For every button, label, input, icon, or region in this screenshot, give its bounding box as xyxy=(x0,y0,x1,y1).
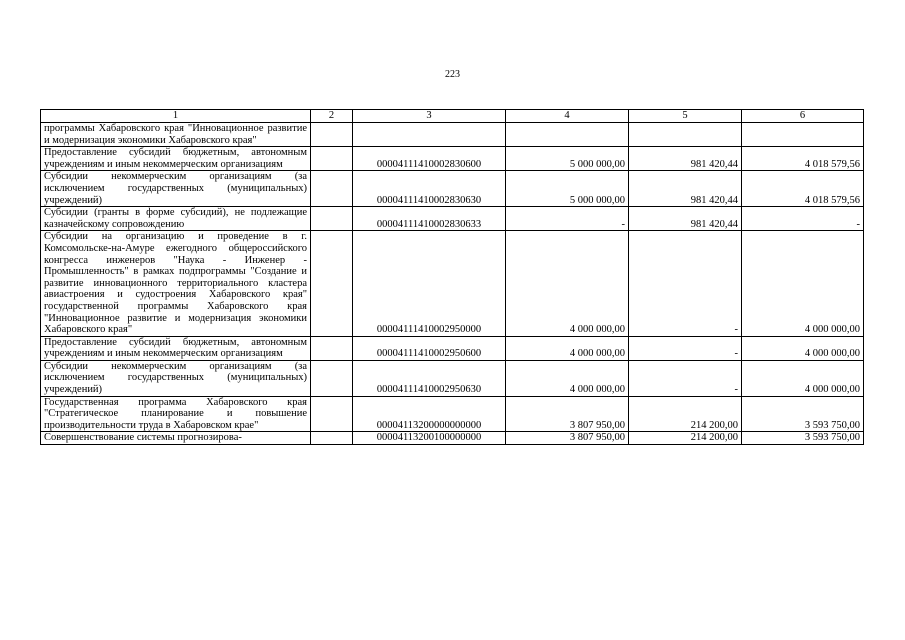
item-name: Субсидии (гранты в форме субсидий), не подлежащие казначейскому сопровождению xyxy=(41,207,311,231)
amount-col5: 981 420,44 xyxy=(629,207,742,231)
column-header: 6 xyxy=(742,110,864,123)
amount-col5 xyxy=(629,123,742,147)
amount-col4: 4 000 000,00 xyxy=(506,231,629,336)
cell-col2 xyxy=(311,123,353,147)
table-row xyxy=(41,360,864,396)
budget-code: 00004111410002950000 xyxy=(353,231,506,336)
amount-col6: 4 018 579,56 xyxy=(742,171,864,207)
cell-col2 xyxy=(311,147,353,171)
amount-col5: 214 200,00 xyxy=(629,432,742,445)
cell-col2 xyxy=(311,207,353,231)
amount-col6 xyxy=(742,123,864,147)
amount-col4: 4 000 000,00 xyxy=(506,336,629,360)
budget-code: 00004111410002830633 xyxy=(353,207,506,231)
budget-code: 00004111410002830600 xyxy=(353,147,506,171)
amount-col5: - xyxy=(629,360,742,396)
amount-col4: 5 000 000,00 xyxy=(506,147,629,171)
amount-col5: - xyxy=(629,336,742,360)
table-row xyxy=(41,231,864,336)
table-header-row xyxy=(41,110,864,123)
column-header: 2 xyxy=(311,110,353,123)
column-header: 5 xyxy=(629,110,742,123)
item-name: Совершенствование системы прогнозирова- xyxy=(41,432,311,445)
amount-col6: 4 000 000,00 xyxy=(742,231,864,336)
cell-col2 xyxy=(311,231,353,336)
column-header: 3 xyxy=(353,110,506,123)
amount-col6: 4 000 000,00 xyxy=(742,360,864,396)
amount-col5: 981 420,44 xyxy=(629,171,742,207)
amount-col6: 4 000 000,00 xyxy=(742,336,864,360)
amount-col6: 3 593 750,00 xyxy=(742,396,864,432)
item-name: Субсидии некоммерческим организациям (за исключением государственных (муниципальных) учреждений) xyxy=(41,360,311,396)
table-row xyxy=(41,336,864,360)
budget-code xyxy=(353,123,506,147)
cell-col2 xyxy=(311,432,353,445)
budget-table xyxy=(40,109,864,445)
amount-col5: - xyxy=(629,231,742,336)
column-header: 1 xyxy=(41,110,311,123)
item-name: Субсидии некоммерческим организациям (за исключением государственных (муниципальных) учреждений) xyxy=(41,171,311,207)
table-row xyxy=(41,147,864,171)
amount-col4: 3 807 950,00 xyxy=(506,432,629,445)
amount-col5: 981 420,44 xyxy=(629,147,742,171)
item-name: Предоставление субсидий бюджетным, автономным учреждениям и иным некоммерческим организациям xyxy=(41,336,311,360)
amount-col6: 4 018 579,56 xyxy=(742,147,864,171)
table-row xyxy=(41,432,864,445)
amount-col6: 3 593 750,00 xyxy=(742,432,864,445)
item-name: программы Хабаровского края "Инновационное развитие и модернизация экономики Хабаровского края" xyxy=(41,123,311,147)
budget-code: 00004113200100000000 xyxy=(353,432,506,445)
cell-col2 xyxy=(311,336,353,360)
cell-col2 xyxy=(311,171,353,207)
amount-col4: 4 000 000,00 xyxy=(506,360,629,396)
amount-col4: 5 000 000,00 xyxy=(506,171,629,207)
amount-col5: 214 200,00 xyxy=(629,396,742,432)
amount-col4: 3 807 950,00 xyxy=(506,396,629,432)
item-name: Субсидии на организацию и проведение в г. Комсомольске-на-Амуре ежегодного общероссийского конгресса инженеров "Наука - Инженер - Промышленность" в рамках подпрограммы "Создание и развитие инновационного территориального кластера авиастроения и судостроения Хабаровского края" государственной программы Хабаровского края "Инновационное развитие и модернизация экономики Хабаровского края" xyxy=(41,231,311,336)
table-row xyxy=(41,207,864,231)
amount-col4 xyxy=(506,123,629,147)
budget-code: 00004111410002950600 xyxy=(353,336,506,360)
budget-code: 00004111410002830630 xyxy=(353,171,506,207)
amount-col6: - xyxy=(742,207,864,231)
cell-col2 xyxy=(311,396,353,432)
table-row xyxy=(41,171,864,207)
table-row xyxy=(41,123,864,147)
page-number: 223 xyxy=(445,69,460,80)
item-name: Государственная программа Хабаровского края "Стратегическое планирование и повышение производительности труда в Хабаровском крае" xyxy=(41,396,311,432)
budget-code: 00004113200000000000 xyxy=(353,396,506,432)
item-name: Предоставление субсидий бюджетным, автономным учреждениям и иным некоммерческим организациям xyxy=(41,147,311,171)
amount-col4: - xyxy=(506,207,629,231)
cell-col2 xyxy=(311,360,353,396)
budget-code: 00004111410002950630 xyxy=(353,360,506,396)
column-header: 4 xyxy=(506,110,629,123)
table-row xyxy=(41,396,864,432)
